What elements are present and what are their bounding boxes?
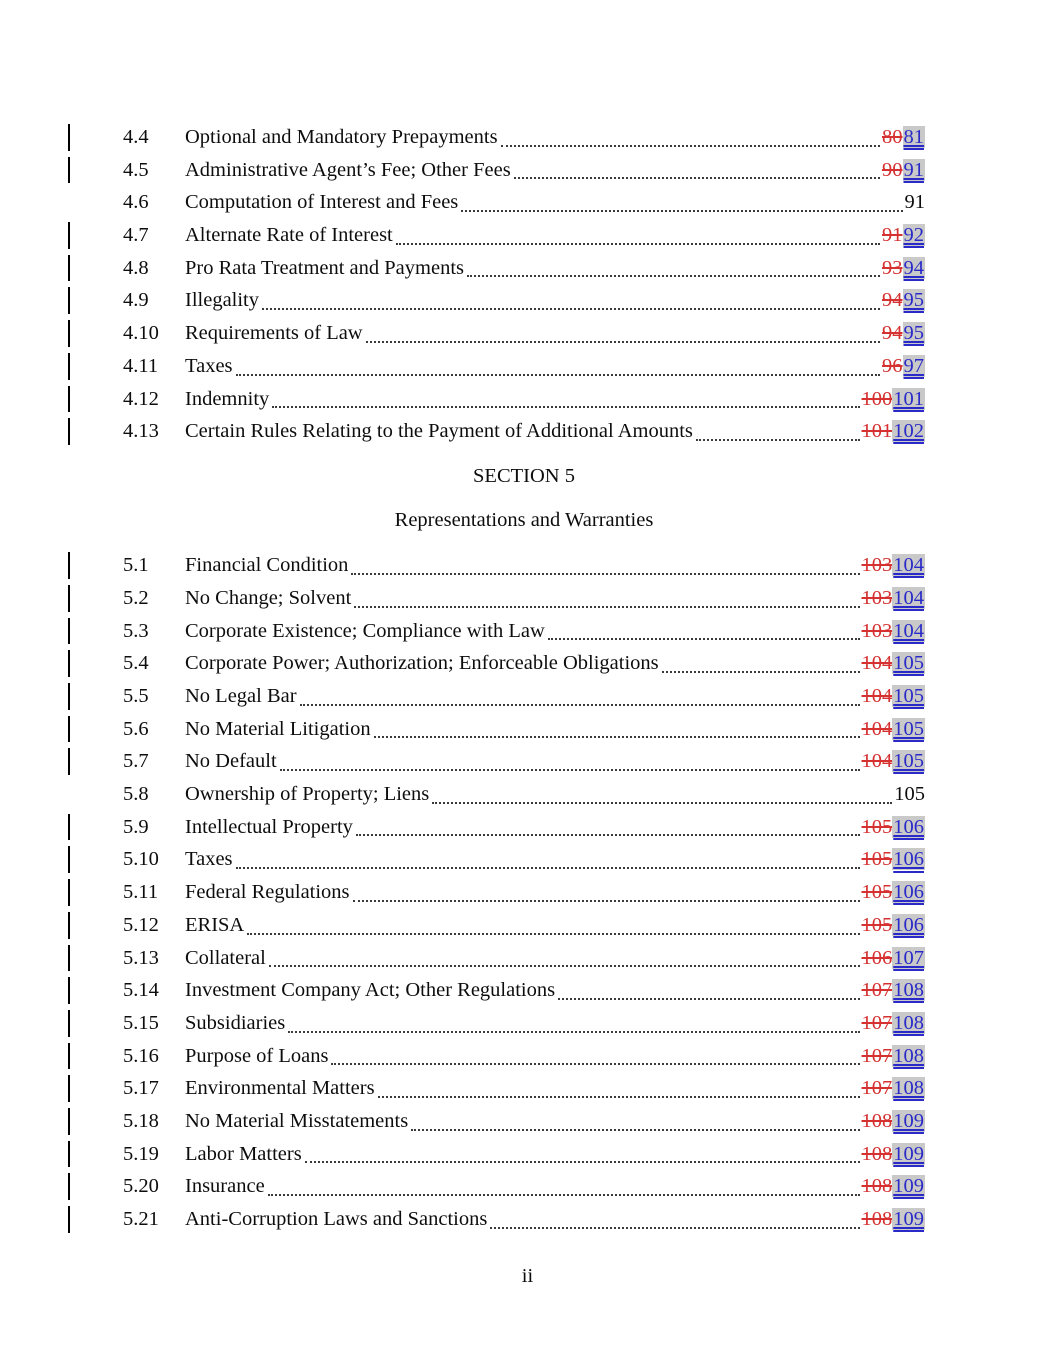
toc-item-title: Environmental Matters (185, 1077, 375, 1100)
toc-item-number: 5.18 (123, 1109, 159, 1132)
new-page-number: 95 (903, 289, 924, 312)
change-bar (68, 1010, 70, 1037)
old-page-number: 96 (882, 354, 903, 377)
toc-item-title: Financial Condition (185, 554, 349, 577)
toc-page-numbers (882, 121, 925, 154)
toc-page-numbers (862, 909, 926, 942)
toc-item-number: 5.12 (123, 913, 159, 936)
toc-item-number: 5.13 (123, 946, 159, 969)
toc-page-numbers (882, 219, 925, 252)
toc-page-numbers (862, 415, 926, 448)
change-bar (68, 912, 70, 939)
old-page-number: 103 (861, 554, 893, 577)
dot-leader-line (300, 704, 860, 706)
change-bar (68, 1075, 70, 1102)
toc-row[interactable] (123, 415, 925, 448)
dot-leader-line (490, 1227, 859, 1229)
toc-row[interactable] (123, 876, 925, 909)
old-page-number: 106 (861, 946, 893, 969)
dot-leader-line (374, 736, 860, 738)
dot-leader-line (288, 1031, 859, 1033)
toc-item-number: 5.14 (123, 979, 159, 1002)
toc-page-numbers (862, 811, 926, 844)
toc-row[interactable] (123, 154, 925, 187)
toc-page-numbers (862, 745, 926, 778)
change-bar (68, 124, 70, 151)
toc-item-number: 5.6 (123, 717, 149, 740)
toc-row[interactable] (123, 1007, 925, 1040)
change-bar (68, 287, 70, 314)
dot-leader-line (461, 210, 902, 212)
toc-item-title: Corporate Power; Authorization; Enforceable Obligations (185, 652, 659, 675)
toc-row[interactable] (123, 909, 925, 942)
toc-row[interactable] (123, 186, 925, 219)
page-number-footer: ii (521, 1265, 534, 1287)
new-page-number: 109 (893, 1208, 924, 1231)
change-bar (68, 1141, 70, 1168)
toc-item-title: Corporate Existence; Compliance with Law (185, 619, 545, 642)
toc-item-title: No Material Misstatements (185, 1109, 409, 1132)
dot-leader-line (268, 1194, 860, 1196)
toc-page-numbers (862, 974, 926, 1007)
toc-row[interactable] (123, 549, 925, 582)
dot-leader-line (378, 1096, 860, 1098)
new-page-number: 104 (893, 586, 924, 609)
toc-row[interactable] (123, 1072, 925, 1105)
dot-leader-line (662, 671, 860, 673)
change-bar (68, 716, 70, 743)
toc-page-numbers (862, 383, 926, 416)
new-page-number: 97 (903, 354, 924, 377)
toc-item-title: Requirements of Law (185, 322, 363, 345)
new-page-number: 109 (893, 1175, 924, 1198)
new-page-number: 92 (903, 224, 924, 247)
toc-row[interactable] (123, 615, 925, 648)
toc-page-numbers (894, 778, 925, 811)
toc-item-title: Administrative Agent’s Fee; Other Fees (185, 158, 511, 181)
new-page-number: 106 (893, 815, 924, 838)
dot-leader-line (356, 834, 860, 836)
new-page-number: 108 (893, 979, 924, 1002)
change-bar (68, 1108, 70, 1135)
toc-row[interactable] (123, 121, 925, 154)
page-number: 91 (904, 191, 925, 214)
toc-item-title: Purpose of Loans (185, 1044, 329, 1067)
old-page-number: 105 (861, 815, 893, 838)
old-page-number: 108 (861, 1109, 893, 1132)
toc-item-number: 4.4 (123, 126, 149, 148)
old-page-number: 107 (861, 1077, 893, 1100)
toc-page-numbers (862, 1170, 926, 1203)
change-bar (68, 353, 70, 380)
new-page-number: 105 (893, 652, 924, 675)
dot-leader-line (558, 998, 859, 1000)
toc-item-title: Intellectual Property (185, 815, 353, 838)
toc-item-number: 5.15 (123, 1011, 159, 1034)
toc-item-title: Insurance (185, 1175, 265, 1198)
new-page-number: 109 (893, 1109, 924, 1132)
old-page-number: 101 (861, 420, 893, 443)
old-page-number: 93 (882, 256, 903, 279)
toc-item-number: 5.20 (123, 1175, 159, 1198)
new-page-number: 81 (903, 126, 924, 148)
dot-leader-line (236, 374, 880, 376)
dot-leader-line (353, 900, 860, 902)
toc-item-title: Alternate Rate of Interest (185, 224, 393, 247)
toc-item-number: 5.3 (123, 619, 149, 642)
new-page-number: 106 (893, 913, 924, 936)
toc-item-title: Federal Regulations (185, 881, 350, 904)
toc-page-numbers (862, 713, 926, 746)
section-subheading: Representations and Warranties (394, 508, 654, 531)
dot-leader-line (351, 573, 859, 575)
toc-item-number: 4.12 (123, 387, 159, 410)
dot-leader-line (467, 275, 880, 277)
toc-page-numbers (862, 647, 926, 680)
new-page-number: 104 (893, 619, 924, 642)
toc-page-numbers (882, 252, 925, 285)
toc-row[interactable] (123, 1105, 925, 1138)
dot-leader-line (236, 867, 860, 869)
dot-leader-line (331, 1063, 859, 1065)
change-bar (68, 255, 70, 282)
old-page-number: 100 (861, 387, 893, 410)
toc-page-numbers (862, 549, 926, 582)
toc-item-title: Anti-Corruption Laws and Sanctions (185, 1208, 488, 1231)
toc-item-title: Subsidiaries (185, 1011, 286, 1034)
old-page-number: 105 (861, 848, 893, 871)
new-page-number: 91 (903, 158, 924, 181)
toc-item-title: Indemnity (185, 387, 270, 410)
toc-item-number: 4.6 (123, 191, 149, 214)
toc-item-number: 4.11 (123, 354, 159, 377)
toc-row[interactable] (123, 350, 925, 383)
change-bar (68, 1206, 70, 1233)
dot-leader-line (305, 1161, 860, 1163)
old-page-number: 105 (861, 881, 893, 904)
toc-row[interactable] (123, 582, 925, 615)
toc-item-title: Optional and Mandatory Prepayments (185, 126, 498, 148)
toc-page-numbers (862, 1040, 926, 1073)
change-bar (68, 320, 70, 347)
toc-page-numbers (862, 1203, 926, 1236)
dot-leader-line (247, 933, 859, 935)
toc-item-number: 5.1 (123, 554, 149, 577)
dot-leader-line (354, 606, 859, 608)
page-number: 105 (894, 783, 925, 806)
change-bar (68, 585, 70, 612)
toc-item-title: Collateral (185, 946, 266, 969)
toc-row[interactable] (123, 284, 925, 317)
table-of-contents (123, 121, 925, 1236)
toc-row[interactable] (123, 680, 925, 713)
toc-page-numbers (862, 615, 926, 648)
toc-item-number: 5.9 (123, 815, 149, 838)
old-page-number: 107 (861, 979, 893, 1002)
toc-page-numbers (882, 284, 925, 317)
toc-item-number: 4.5 (123, 158, 149, 181)
toc-item-title: ERISA (185, 913, 245, 936)
toc-item-number: 5.7 (123, 750, 149, 773)
old-page-number: 107 (861, 1011, 893, 1034)
toc-row[interactable] (123, 974, 925, 1007)
toc-page-numbers (862, 680, 926, 713)
toc-page-numbers (862, 1007, 926, 1040)
toc-page-numbers (882, 154, 925, 187)
old-page-number: 103 (861, 586, 893, 609)
toc-row[interactable] (123, 383, 925, 416)
change-bar (68, 386, 70, 413)
change-bar (68, 222, 70, 249)
toc-page-numbers (862, 1138, 926, 1171)
toc-row[interactable] (123, 1138, 925, 1171)
new-page-number: 105 (893, 717, 924, 740)
old-page-number: 94 (882, 322, 903, 345)
change-bar (68, 977, 70, 1004)
change-bar (68, 618, 70, 645)
toc-item-number: 4.8 (123, 256, 149, 279)
old-page-number: 105 (861, 913, 893, 936)
old-page-number: 104 (861, 750, 893, 773)
toc-item-number: 5.2 (123, 586, 149, 609)
dot-leader-line (366, 341, 880, 343)
new-page-number: 94 (903, 256, 924, 279)
toc-page-numbers (862, 1072, 926, 1105)
change-bar (68, 418, 70, 445)
toc-item-title: No Material Litigation (185, 717, 371, 740)
change-bar (68, 683, 70, 710)
toc-row[interactable] (123, 778, 925, 811)
old-page-number: 108 (861, 1208, 893, 1231)
toc-item-number: 4.10 (123, 322, 159, 345)
new-page-number: 105 (893, 685, 924, 708)
toc-item-number: 4.7 (123, 224, 149, 247)
dot-leader-line (696, 439, 860, 441)
toc-item-title: No Default (185, 750, 277, 773)
toc-item-title: Taxes (185, 354, 233, 377)
toc-item-title: Pro Rata Treatment and Payments (185, 256, 465, 279)
dot-leader-line (280, 769, 860, 771)
toc-row[interactable] (123, 1040, 925, 1073)
toc-row[interactable] (123, 647, 925, 680)
toc-row[interactable] (123, 811, 925, 844)
change-bar (68, 879, 70, 906)
new-page-number: 107 (893, 946, 924, 969)
toc-item-number: 5.5 (123, 685, 149, 708)
old-page-number: 107 (861, 1044, 893, 1067)
dot-leader-line (269, 965, 860, 967)
toc-item-title: No Change; Solvent (185, 586, 352, 609)
change-bar (68, 1043, 70, 1070)
section-heading: SECTION 5 (473, 464, 575, 487)
dot-leader-line (432, 802, 892, 804)
toc-page-numbers (862, 582, 926, 615)
new-page-number: 95 (903, 322, 924, 345)
toc-item-number: 5.16 (123, 1044, 159, 1067)
dot-leader-line (514, 177, 880, 179)
toc-item-title: Ownership of Property; Liens (185, 783, 430, 806)
toc-row[interactable] (123, 713, 925, 746)
toc-item-number: 4.9 (123, 289, 149, 312)
dot-leader-line (501, 145, 880, 147)
old-page-number: 91 (882, 224, 903, 247)
change-bar (68, 814, 70, 841)
new-page-number: 102 (893, 420, 924, 443)
toc-row[interactable] (123, 745, 925, 778)
toc-item-number: 5.8 (123, 783, 149, 806)
new-page-number: 108 (893, 1044, 924, 1067)
change-bar (68, 650, 70, 677)
dot-leader-line (272, 406, 859, 408)
new-page-number: 101 (893, 387, 924, 410)
change-bar (68, 1173, 70, 1200)
toc-row[interactable] (123, 219, 925, 252)
old-page-number: 80 (882, 126, 903, 148)
toc-item-title: Illegality (185, 289, 260, 312)
change-bar (68, 748, 70, 775)
old-page-number: 108 (861, 1142, 893, 1165)
new-page-number: 108 (893, 1077, 924, 1100)
new-page-number: 108 (893, 1011, 924, 1034)
toc-item-title: Investment Company Act; Other Regulations (185, 979, 556, 1002)
new-page-number: 106 (893, 848, 924, 871)
dot-leader-line (548, 638, 860, 640)
toc-row[interactable] (123, 252, 925, 285)
toc-row[interactable] (123, 317, 925, 350)
change-bar (68, 945, 70, 972)
toc-item-title: Computation of Interest and Fees (185, 191, 459, 214)
new-page-number: 106 (893, 881, 924, 904)
toc-item-title: Certain Rules Relating to the Payment of Additional Amounts (185, 420, 693, 443)
toc-item-number: 5.19 (123, 1142, 159, 1165)
toc-row[interactable] (123, 843, 925, 876)
toc-item-title: No Legal Bar (185, 685, 297, 708)
new-page-number: 105 (893, 750, 924, 773)
new-page-number: 104 (893, 554, 924, 577)
old-page-number: 90 (882, 158, 903, 181)
toc-page-numbers (882, 317, 925, 350)
toc-page-numbers (862, 942, 926, 975)
old-page-number: 94 (882, 289, 903, 312)
toc-row[interactable] (123, 1203, 925, 1236)
change-bar (68, 157, 70, 184)
dot-leader-line (262, 308, 880, 310)
toc-row[interactable] (123, 1170, 925, 1203)
toc-item-number: 5.11 (123, 881, 159, 904)
toc-item-title: Taxes (185, 848, 233, 871)
old-page-number: 104 (861, 685, 893, 708)
toc-row[interactable] (123, 942, 925, 975)
toc-page-numbers (882, 350, 925, 383)
old-page-number: 104 (861, 717, 893, 740)
dot-leader-line (411, 1129, 859, 1131)
new-page-number: 109 (893, 1142, 924, 1165)
old-page-number: 108 (861, 1175, 893, 1198)
toc-item-number: 5.21 (123, 1208, 159, 1231)
old-page-number: 104 (861, 652, 893, 675)
toc-page-numbers (862, 876, 926, 909)
old-page-number: 103 (861, 619, 893, 642)
change-bar (68, 552, 70, 579)
toc-item-number: 5.10 (123, 848, 159, 871)
toc-page-numbers (862, 843, 926, 876)
toc-page-numbers (862, 1105, 926, 1138)
toc-item-number: 5.4 (123, 652, 149, 675)
change-bar (68, 846, 70, 873)
dot-leader-line (396, 243, 880, 245)
toc-item-number: 5.17 (123, 1077, 159, 1100)
toc-item-number: 4.13 (123, 420, 159, 443)
toc-page-numbers (905, 186, 926, 219)
toc-item-title: Labor Matters (185, 1142, 302, 1165)
